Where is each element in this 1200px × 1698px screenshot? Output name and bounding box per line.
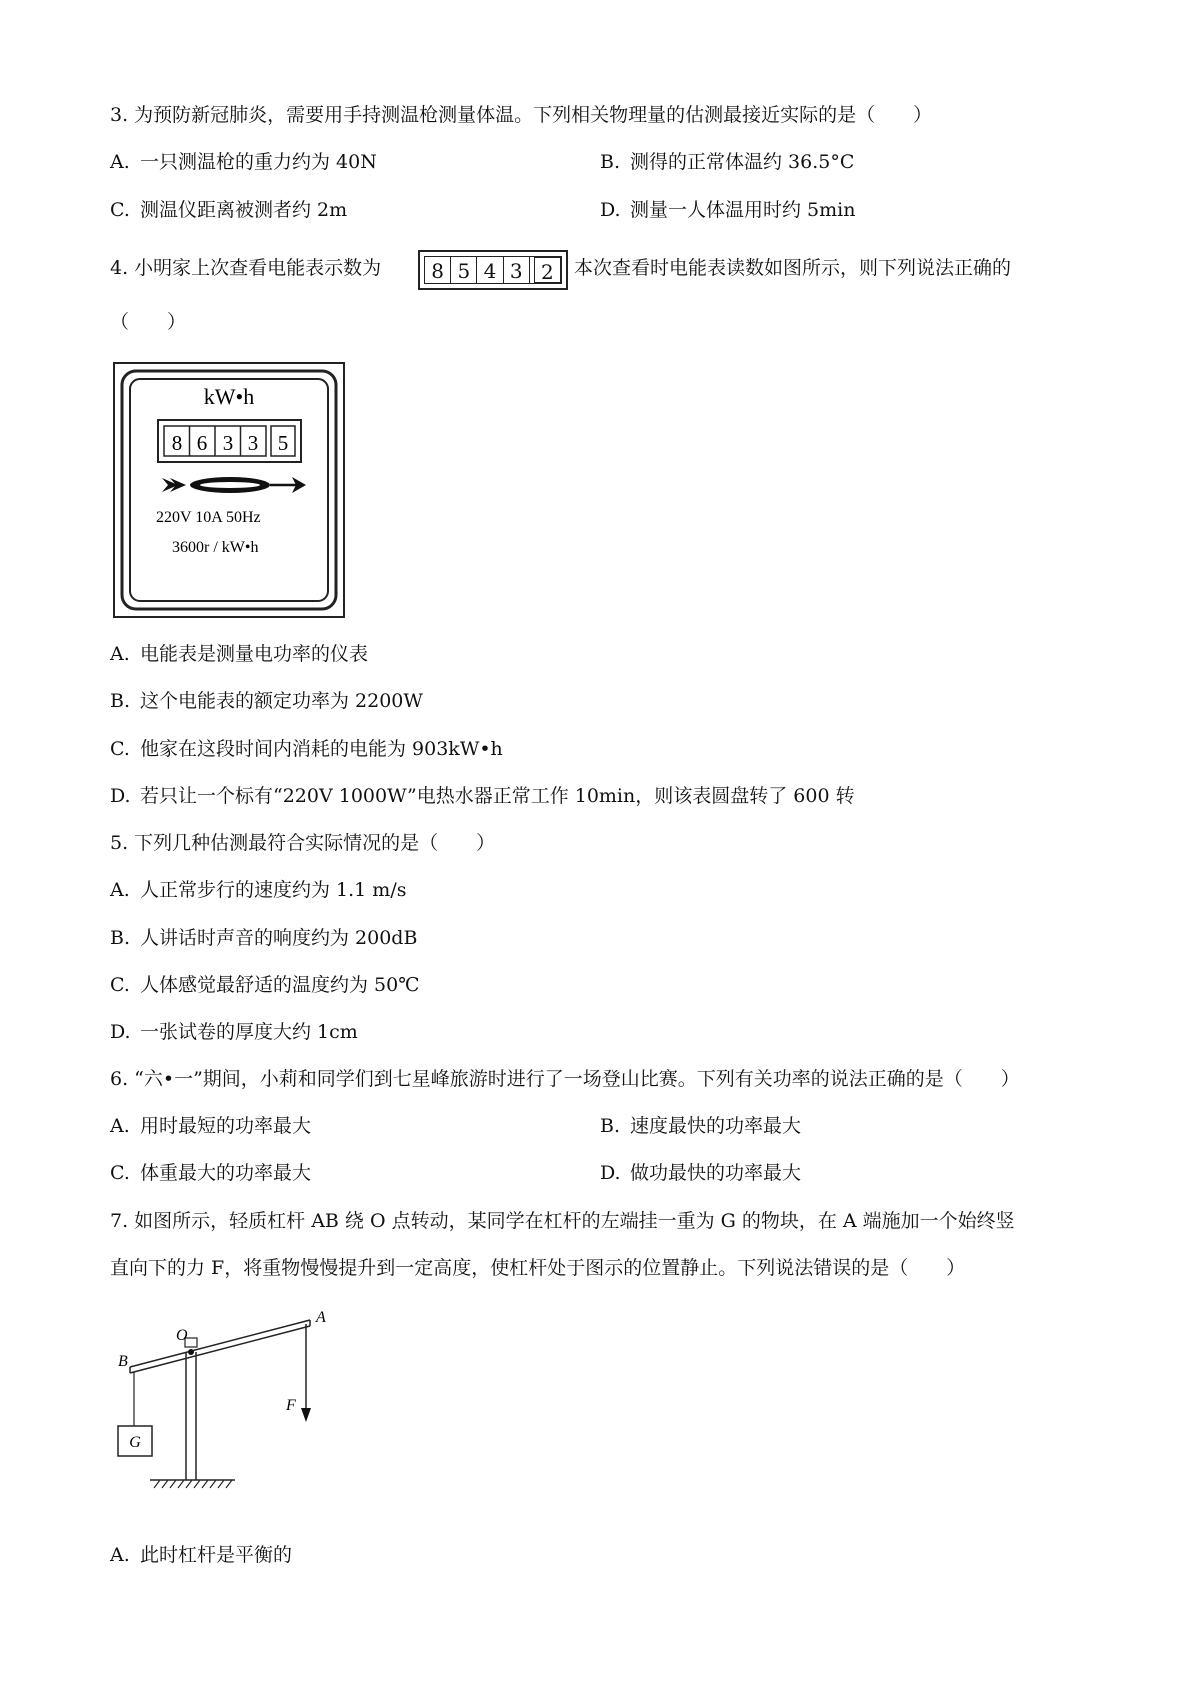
q3-option-c xyxy=(110,197,347,223)
label-a: A xyxy=(316,1309,326,1326)
electric-meter-figure xyxy=(110,360,350,620)
prev-digit: 3 xyxy=(504,257,530,283)
option-label: D. xyxy=(600,1162,621,1184)
q3-stem: 3. 为预防新冠肺炎，需要用手持测温枪测量体温。下列相关物理量的估测最接近实际的是（ ） xyxy=(110,104,933,126)
option-text: 此时杠杆是平衡的 xyxy=(140,1544,293,1566)
option-text: 用时最短的功率最大 xyxy=(140,1115,312,1137)
lever-figure xyxy=(110,1300,350,1500)
prev-digit: 5 xyxy=(451,257,477,283)
option-label: D. xyxy=(110,785,131,807)
meter-spec-rating: 220V 10A 50Hz xyxy=(156,509,261,526)
option-label: D. xyxy=(600,199,621,221)
prev-digit: 4 xyxy=(477,257,503,283)
option-text: 这个电能表的额定功率为 2200W xyxy=(140,690,423,712)
meter-digit: 3 xyxy=(222,431,234,455)
q6-option-c xyxy=(110,1160,311,1186)
q4-option-b xyxy=(110,688,423,714)
q3-option-a xyxy=(110,149,377,175)
option-text: 人正常步行的速度约为 1.1 m/s xyxy=(140,879,407,901)
prev-meter-digits xyxy=(424,256,562,284)
option-text: 人体感觉最舒适的温度约为 50℃ xyxy=(140,974,420,996)
option-label: A. xyxy=(110,879,130,901)
q7-stem-line2: 直向下的力 F，将重物慢慢提升到一定高度，使杠杆处于图示的位置静止。下列说法错误的是（ ） xyxy=(110,1257,966,1279)
option-text: 他家在这段时间内消耗的电能为 903kW•h xyxy=(140,738,503,760)
option-text: 做功最快的功率最大 xyxy=(630,1162,802,1184)
meter-spec-constant: 3600r / kW•h xyxy=(172,539,259,556)
q6-stem: 6. “六•一”期间，小莉和同学们到七星峰旅游时进行了一场登山比赛。下列有关功率的说法正确的是（ ） xyxy=(110,1068,1020,1090)
option-label: A. xyxy=(110,1544,130,1566)
q4-option-d xyxy=(110,783,855,809)
option-label: C. xyxy=(110,738,130,760)
q4-paren: （ ） xyxy=(110,311,187,333)
q4-option-a xyxy=(110,641,368,667)
option-text: 体重最大的功率最大 xyxy=(140,1162,312,1184)
q3-option-d xyxy=(600,197,855,223)
prev-digit: 8 xyxy=(425,257,451,283)
option-label: B. xyxy=(110,927,131,949)
option-text: 一只测温枪的重力约为 40N xyxy=(140,151,377,173)
q3-option-b xyxy=(600,149,854,175)
option-text: 速度最快的功率最大 xyxy=(630,1115,802,1137)
option-label: A. xyxy=(110,151,130,173)
q5-option-c xyxy=(110,972,419,998)
option-label: B. xyxy=(110,690,131,712)
label-o: O xyxy=(176,1327,188,1344)
q6-option-d xyxy=(600,1160,801,1186)
pivot-point xyxy=(188,1349,194,1355)
meter-digit: 6 xyxy=(196,431,208,455)
label-b: B xyxy=(118,1353,128,1370)
q7-stem-line1: 7. 如图所示，轻质杠杆 AB 绕 O 点转动，某同学在杠杆的左端挂一重为 G 的物块，在 A 端施加一个始终竖 xyxy=(110,1210,1015,1232)
option-label: C. xyxy=(110,1162,130,1184)
option-label: C. xyxy=(110,974,130,996)
meter-digit: 3 xyxy=(247,431,259,455)
q7-option-a xyxy=(110,1542,292,1568)
q6-option-a xyxy=(110,1113,311,1139)
prev-digit-decimal: 2 xyxy=(534,257,561,283)
option-label: B. xyxy=(600,1115,621,1137)
meter-unit: kW•h xyxy=(203,384,255,409)
option-label: D. xyxy=(110,1021,131,1043)
meter-digit: 5 xyxy=(277,431,289,455)
q5-stem: 5. 下列几种估测最符合实际情况的是（ ） xyxy=(110,832,496,854)
option-text: 一张试卷的厚度大约 1cm xyxy=(140,1021,358,1043)
lever-bar xyxy=(130,1320,310,1367)
q4-stem-after: 本次查看时电能表读数如图所示，则下列说法正确的 xyxy=(574,257,1012,279)
q5-option-d xyxy=(110,1019,358,1045)
option-label: B. xyxy=(600,151,621,173)
option-label: C. xyxy=(110,199,130,221)
option-text: 测得的正常体温约 36.5°C xyxy=(630,151,855,173)
meter-digit: 8 xyxy=(171,431,183,455)
q5-option-a xyxy=(110,877,406,903)
option-text: 人讲话时声音的响度约为 200dB xyxy=(140,927,418,949)
weight-label: G xyxy=(129,1434,141,1451)
option-text: 若只让一个标有“220V 1000W”电热水器正常工作 10min，则该表圆盘转了 600 转 xyxy=(140,785,855,807)
q6-option-b xyxy=(600,1113,801,1139)
label-f: F xyxy=(286,1397,296,1414)
q4-option-c xyxy=(110,736,503,762)
option-text: 测量一人体温用时约 5min xyxy=(630,199,856,221)
option-text: 电能表是测量电功率的仪表 xyxy=(140,643,369,665)
prev-meter-reading xyxy=(418,250,568,290)
q4-stem-before: 4. 小明家上次查看电能表示数为 xyxy=(110,257,382,279)
option-label: A. xyxy=(110,643,130,665)
meter-disc-arrow-icon xyxy=(162,477,306,493)
option-text: 测温仪距离被测者约 2m xyxy=(140,199,348,221)
ground-hatch xyxy=(154,1480,232,1488)
q5-option-b xyxy=(110,925,417,951)
option-label: A. xyxy=(110,1115,130,1137)
